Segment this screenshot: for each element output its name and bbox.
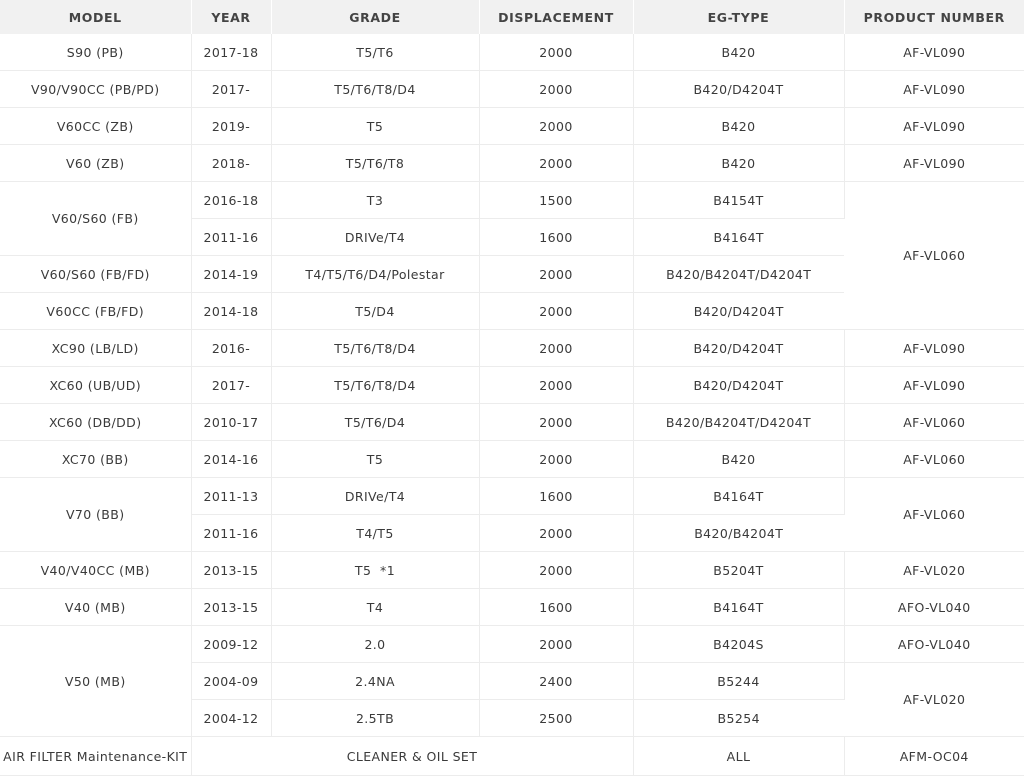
header-model: MODEL <box>0 0 191 34</box>
cell-grade: T5/T6/T8/D4 <box>271 71 479 108</box>
maintenance-kit-row <box>0 737 1024 776</box>
cell-product-number: AF-VL060 <box>844 478 1024 552</box>
header-year: YEAR <box>191 0 271 34</box>
cell-product-number: AF-VL090 <box>844 71 1024 108</box>
cell-year: 2010-17 <box>191 404 271 441</box>
cell-year: 2019- <box>191 108 271 145</box>
header-displacement: DISPLACEMENT <box>479 0 633 34</box>
cell-grade: T5/T6/T8 <box>271 145 479 182</box>
cell-model: XC60 (DB/DD) <box>0 404 191 441</box>
table-row <box>0 145 1024 182</box>
cell-year: 2014-16 <box>191 441 271 478</box>
table-row <box>0 478 1024 515</box>
table-row <box>0 404 1024 441</box>
cell-year: 2009-12 <box>191 626 271 663</box>
cell-displacement: 1500 <box>479 182 633 219</box>
cell-displacement: 2000 <box>479 145 633 182</box>
cell-displacement: 2000 <box>479 34 633 71</box>
cell-model: V90/V90CC (PB/PD) <box>0 71 191 108</box>
cell-grade: T5/T6/T8/D4 <box>271 330 479 367</box>
cell-grade: T4/T5/T6/D4/Polestar <box>271 256 479 293</box>
cell-model: S90 (PB) <box>0 34 191 71</box>
cell-model: V60CC (FB/FD) <box>0 293 191 330</box>
cell-model: V60/S60 (FB/FD) <box>0 256 191 293</box>
cell-eg-type: B420/D4204T <box>633 293 844 330</box>
cell-model: XC70 (BB) <box>0 441 191 478</box>
cell-model: V40 (MB) <box>0 589 191 626</box>
cell-grade: 2.4NA <box>271 663 479 700</box>
cell-grade: 2.5TB <box>271 700 479 737</box>
cell-displacement: 2000 <box>479 108 633 145</box>
cell-product-number: AFO-VL040 <box>844 626 1024 663</box>
cell-displacement: 2000 <box>479 552 633 589</box>
cell-grade: T5 <box>271 108 479 145</box>
cell-year: 2004-12 <box>191 700 271 737</box>
table-row <box>0 367 1024 404</box>
cell-eg-type: B4164T <box>633 478 844 515</box>
cell-eg-type: B420 <box>633 34 844 71</box>
cell-eg-type: B5204T <box>633 552 844 589</box>
cell-product-number: AF-VL060 <box>844 182 1024 330</box>
cell-year: 2017- <box>191 367 271 404</box>
cell-model: V60/S60 (FB) <box>0 182 191 256</box>
cell-year: 2016- <box>191 330 271 367</box>
cell-eg-type: B5254 <box>633 700 844 737</box>
cell-model: V60CC (ZB) <box>0 108 191 145</box>
cell-eg-type: B420/B4204T/D4204T <box>633 404 844 441</box>
cell-year: 2014-18 <box>191 293 271 330</box>
cell-year: 2016-18 <box>191 182 271 219</box>
table-row <box>0 34 1024 71</box>
cell-model: V70 (BB) <box>0 478 191 552</box>
table-row <box>0 589 1024 626</box>
cell-displacement: 1600 <box>479 219 633 256</box>
cell-product-number: AF-VL020 <box>844 552 1024 589</box>
cell-product-number: AF-VL090 <box>844 367 1024 404</box>
cell-eg-type: B4164T <box>633 219 844 256</box>
header-grade: GRADE <box>271 0 479 34</box>
cell-year: 2011-16 <box>191 219 271 256</box>
table-row <box>0 71 1024 108</box>
cell-product-number: AF-VL020 <box>844 663 1024 737</box>
cell-kit-item: AIR FILTER Maintenance-KIT <box>0 737 191 776</box>
cell-model: XC90 (LB/LD) <box>0 330 191 367</box>
table-row <box>0 552 1024 589</box>
header-row <box>0 0 1024 34</box>
cell-eg-type: B4154T <box>633 182 844 219</box>
cell-model: V50 (MB) <box>0 626 191 737</box>
cell-kit-set: CLEANER & OIL SET <box>191 737 633 776</box>
cell-eg-type: B4164T <box>633 589 844 626</box>
cell-product-number: AFO-VL040 <box>844 589 1024 626</box>
cell-eg-type: B420/D4204T <box>633 367 844 404</box>
cell-displacement: 2000 <box>479 441 633 478</box>
cell-kit-product-number: AFM-OC04 <box>844 737 1024 776</box>
cell-grade: T5 <box>271 441 479 478</box>
cell-displacement: 1600 <box>479 478 633 515</box>
cell-grade: T5 *1 <box>271 552 479 589</box>
cell-displacement: 2000 <box>479 404 633 441</box>
cell-eg-type: B420 <box>633 145 844 182</box>
cell-product-number: AF-VL090 <box>844 108 1024 145</box>
cell-displacement: 2000 <box>479 71 633 108</box>
cell-displacement: 2000 <box>479 626 633 663</box>
cell-grade: T5/T6/D4 <box>271 404 479 441</box>
cell-year: 2013-15 <box>191 552 271 589</box>
cell-year: 2017- <box>191 71 271 108</box>
cell-year: 2004-09 <box>191 663 271 700</box>
cell-displacement: 2000 <box>479 330 633 367</box>
cell-displacement: 2500 <box>479 700 633 737</box>
cell-displacement: 1600 <box>479 589 633 626</box>
cell-grade: DRIVe/T4 <box>271 478 479 515</box>
table-row <box>0 108 1024 145</box>
header-eg-type: EG-TYPE <box>633 0 844 34</box>
cell-year: 2013-15 <box>191 589 271 626</box>
cell-grade: T5/T6/T8/D4 <box>271 367 479 404</box>
cell-product-number: AF-VL090 <box>844 34 1024 71</box>
cell-grade: DRIVe/T4 <box>271 219 479 256</box>
cell-grade: T4/T5 <box>271 515 479 552</box>
cell-displacement: 2400 <box>479 663 633 700</box>
cell-grade: T5/D4 <box>271 293 479 330</box>
cell-year: 2011-16 <box>191 515 271 552</box>
cell-displacement: 2000 <box>479 515 633 552</box>
cell-model: V60 (ZB) <box>0 145 191 182</box>
cell-eg-type: B420/B4204T <box>633 515 844 552</box>
table-row <box>0 330 1024 367</box>
cell-product-number: AF-VL060 <box>844 441 1024 478</box>
cell-product-number: AF-VL090 <box>844 330 1024 367</box>
cell-eg-type: B420 <box>633 108 844 145</box>
cell-eg-type: B420/D4204T <box>633 71 844 108</box>
header-product-number: PRODUCT NUMBER <box>844 0 1024 34</box>
cell-grade: T3 <box>271 182 479 219</box>
cell-model: XC60 (UB/UD) <box>0 367 191 404</box>
cell-eg-type: B420 <box>633 441 844 478</box>
cell-model: V40/V40CC (MB) <box>0 552 191 589</box>
cell-year: 2017-18 <box>191 34 271 71</box>
cell-year: 2014-19 <box>191 256 271 293</box>
cell-year: 2018- <box>191 145 271 182</box>
cell-grade: T4 <box>271 589 479 626</box>
cell-eg-type: B5244 <box>633 663 844 700</box>
cell-eg-type: B420/B4204T/D4204T <box>633 256 844 293</box>
cell-kit-eg-type: ALL <box>633 737 844 776</box>
cell-displacement: 2000 <box>479 367 633 404</box>
cell-year: 2011-13 <box>191 478 271 515</box>
cell-grade: T5/T6 <box>271 34 479 71</box>
table-row <box>0 182 1024 219</box>
table-row <box>0 441 1024 478</box>
table-row <box>0 626 1024 663</box>
cell-eg-type: B4204S <box>633 626 844 663</box>
cell-displacement: 2000 <box>479 293 633 330</box>
cell-product-number: AF-VL060 <box>844 404 1024 441</box>
cell-displacement: 2000 <box>479 256 633 293</box>
cell-product-number: AF-VL090 <box>844 145 1024 182</box>
cell-eg-type: B420/D4204T <box>633 330 844 367</box>
cell-grade: 2.0 <box>271 626 479 663</box>
